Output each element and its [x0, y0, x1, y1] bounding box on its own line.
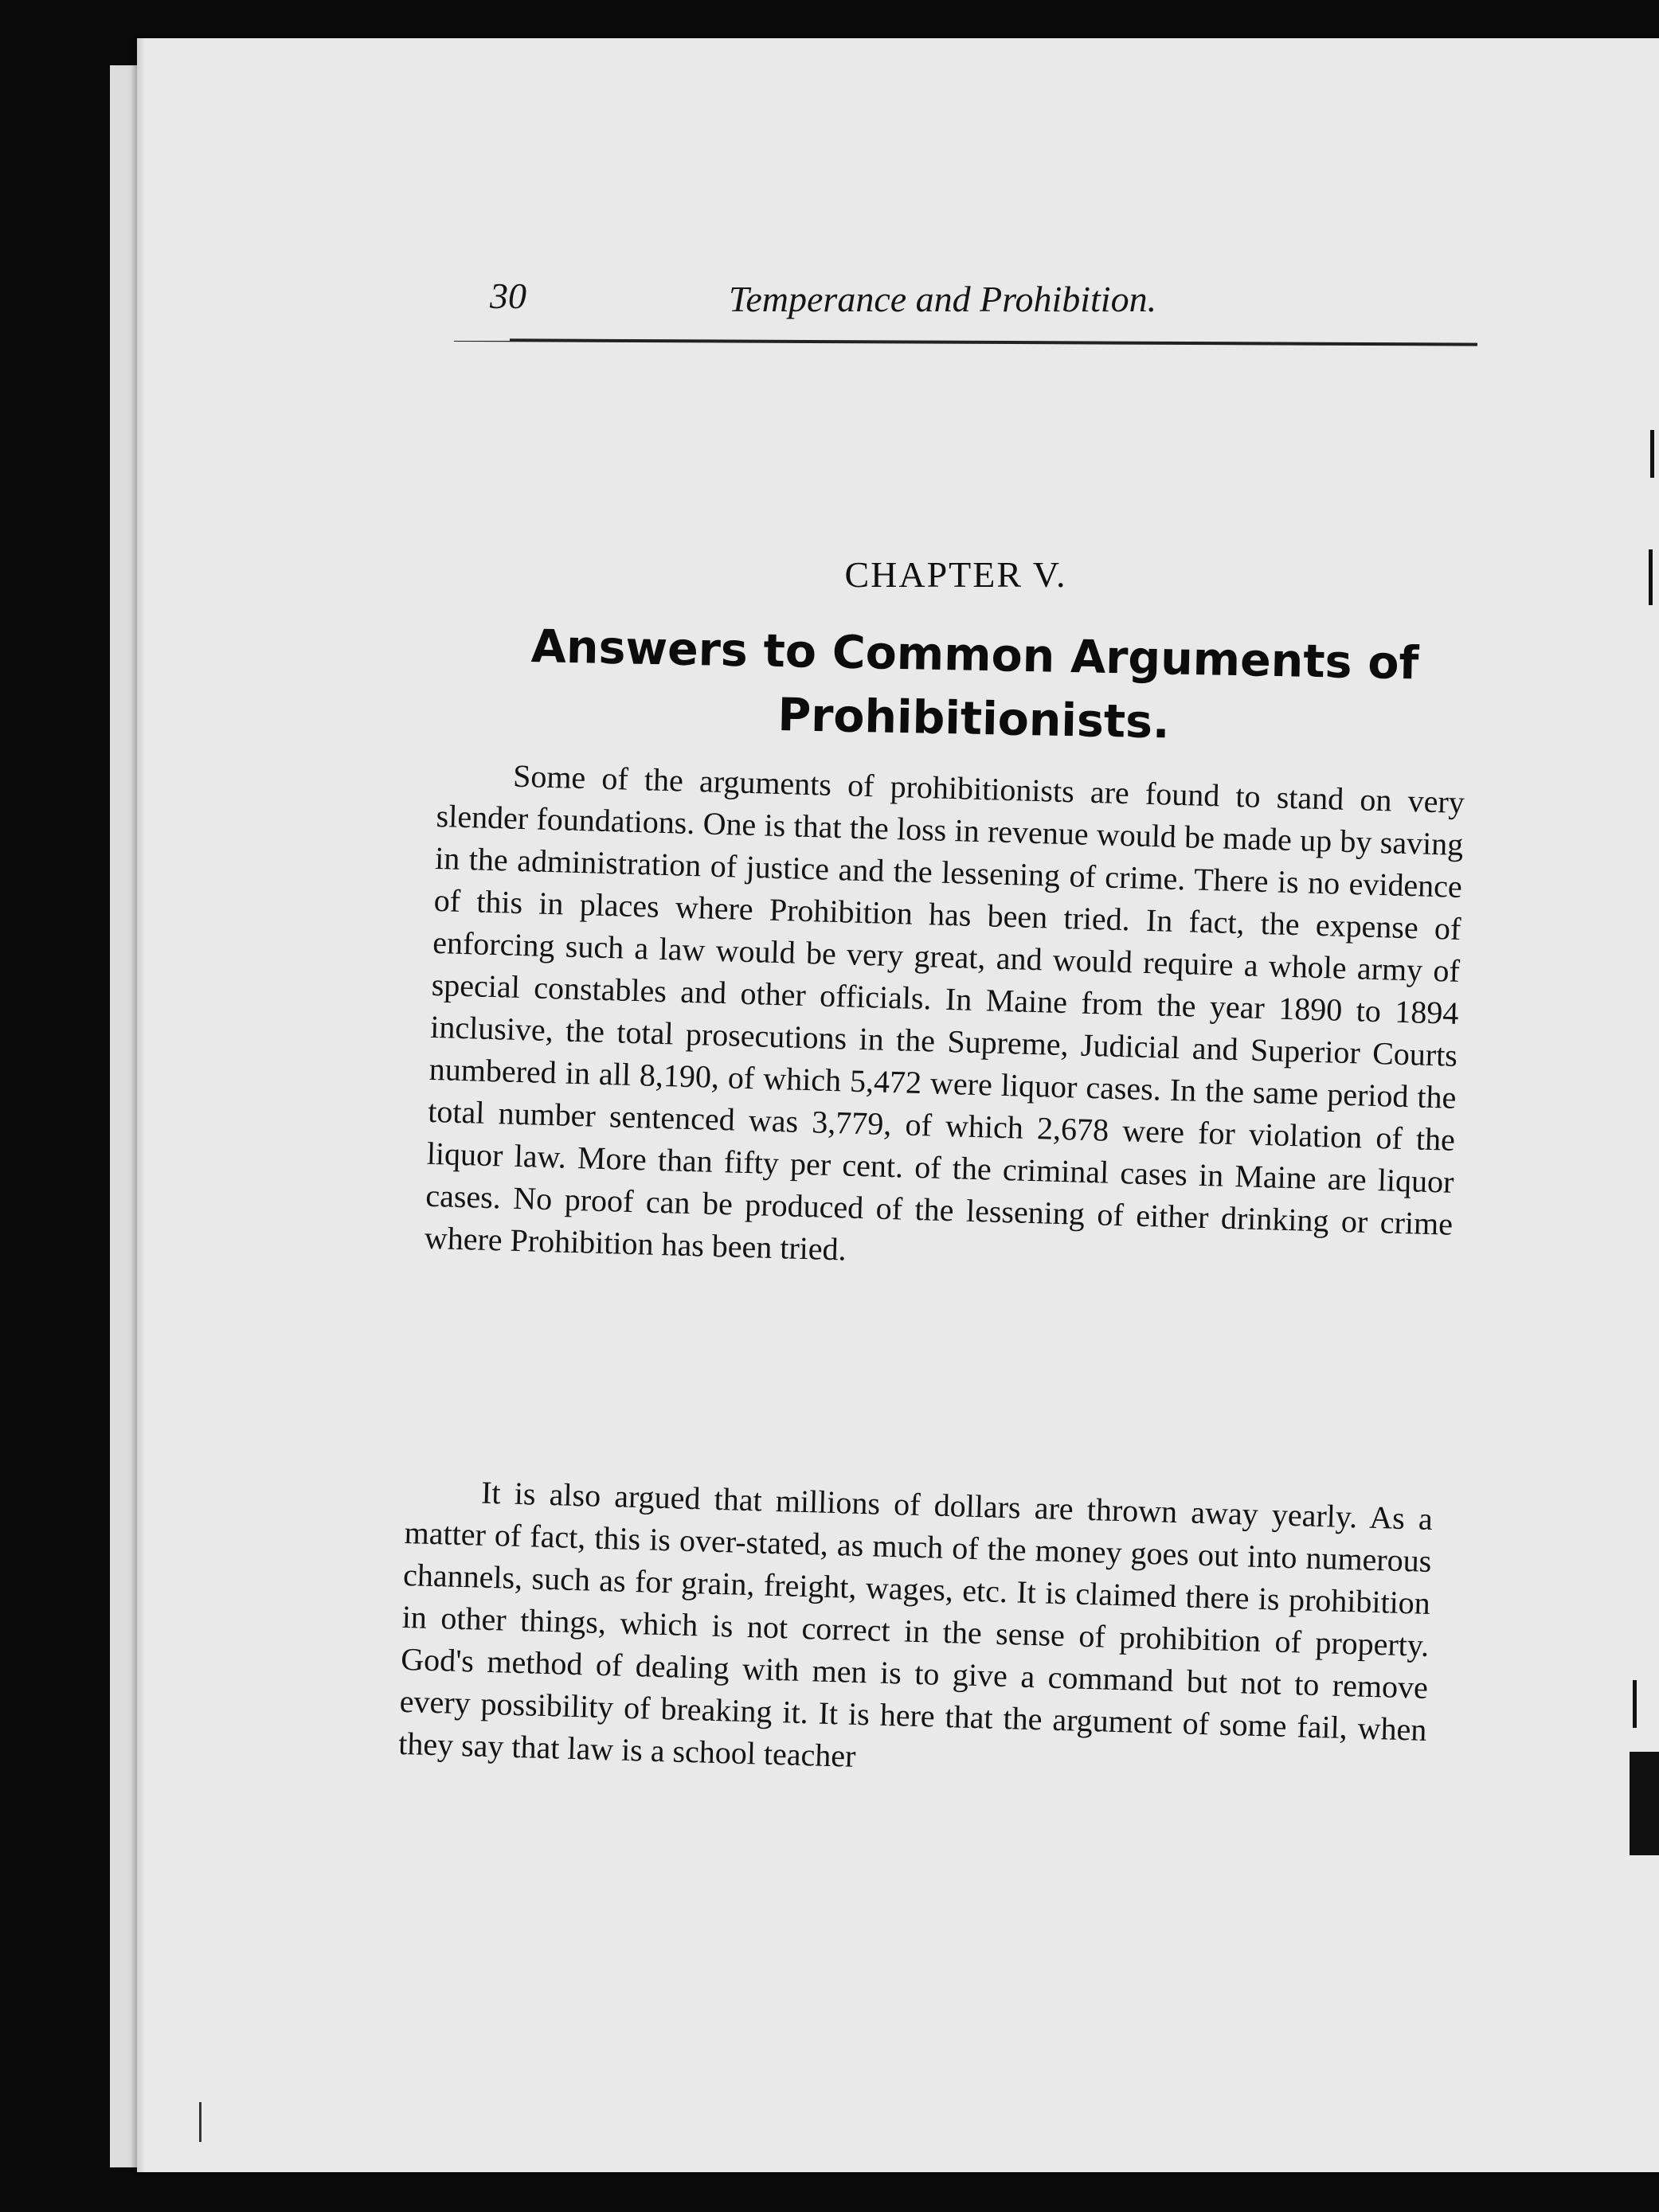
chapter-title: Answers to Common Arguments of Prohibitionists.	[530, 620, 1419, 749]
header-rule-gap	[454, 338, 510, 341]
paragraph-1: Some of the arguments of prohibitionists are found to stand on very slender foundations. One is that the loss in revenue would be made up by saving in the administration of justice and the lessening of crime. There is no evidence of this in places where Prohibition has been tried. In fact, the expense of enforcing such a law would be very great, and would require a whole army of special constables and other officials. In Maine from the year 1890 to 1894 inclusive, the total prosecutions in the Supreme, Judicial and Superior Courts numbered in all 8,190, of which 5,472 were liquor cases. In the same period the total number sentenced was 3,779, of which 2,678 were for violation of the liquor law. More than fifty per cent. of the criminal cases in Maine are liquor cases. No proof can be produced of the lessening of either drinking or crime where Prohibition has been tried.	[424, 757, 1465, 1268]
chapter-label: CHAPTER V.	[844, 554, 1067, 595]
margin-tick	[199, 2102, 202, 2142]
edge-mark-3	[1633, 1680, 1637, 1728]
edge-mark-4	[1630, 1752, 1659, 1855]
paragraph-2: It is also argued that millions of dollars are thrown away yearly. As a matter of fact, this is over-stated, as much of the money goes out into numerous channels, such as for grain, freight, wages, etc. It is claimed there is prohibition in other things, which is not correct in the sense of prohibition of property. God's method of dealing with men is to give a command but not to remove every possibility of breaking it. It is here that the argument of some fail, when they say that law is a school teacher	[397, 1474, 1434, 1774]
running-head	[490, 275, 1207, 330]
page-edge	[137, 38, 145, 2172]
edge-mark-1	[1650, 430, 1654, 478]
page-number: 30	[490, 276, 526, 316]
running-title: Temperance and Prohibition.	[729, 279, 1157, 319]
edge-mark-2	[1649, 549, 1653, 605]
